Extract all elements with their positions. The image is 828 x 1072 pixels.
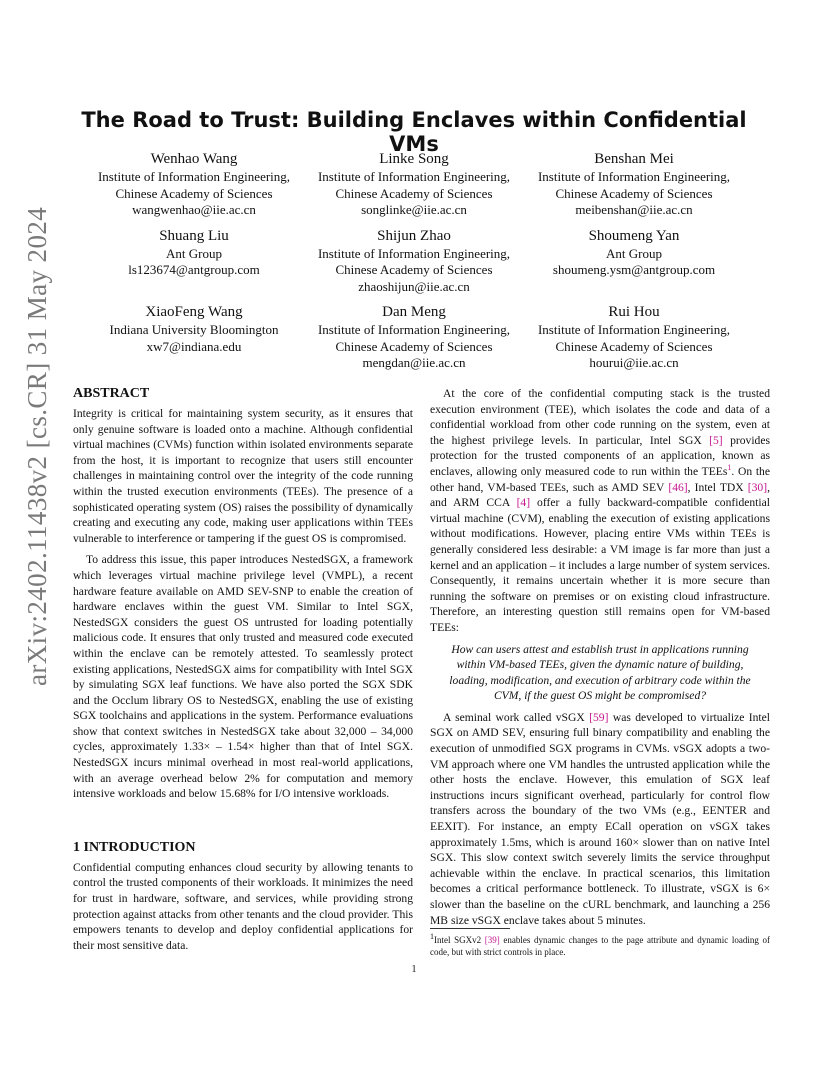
author-email: hourui@iie.ac.cn: [589, 355, 679, 370]
right-column: [430, 386, 770, 934]
right-paragraph-1: At the core of the confidential computing stack is the trusted execution environment (TEE), which isolates the code and data of a confidential workload from other code running on the system, even at the highest privilege levels. In particular, Intel SGX [5] provides protection for the trusted components of an application, known as enclaves, allowing only measured code to run within the TEEs$^1$. On the other hand, VM-based TEEs, such as AMD SEV [46], Intel TDX [30], and ARM CCA [4] offer a fully backward-compatible confidential virtual machine (CVM), enabling the execution of existing applications without modifications. However, placing entire VMs within TEEs is generally considered less desirable: a VM image is far more than just a kernel and an application – it includes a large number of system services. Consequently, it remains uncertain whether it is more secure than running the software on premises or on existing cloud infrastructure. Therefore, an interesting question still remains open for VM-based TEEs:: [430, 387, 771, 634]
author-aff1: Institute of Information Engineering,: [537, 169, 731, 184]
intro-paragraph-1: Confidential computing enhances cloud security by allowing tenants to control the trusted components of their workloads. It minimizes the need for trust in hardware, software, and services, while providing strong protection against attacks from other tenants and the cloud provider. This empowers tenants to develop and deploy confidential applications for their most sensitive data.: [73, 860, 413, 952]
author-name: Dan Meng: [382, 304, 446, 320]
footnote-marker[interactable]: 1: [727, 463, 732, 473]
author-name: Shoumeng Yan: [588, 227, 680, 244]
author-aff1: Institute of Information Engineering,: [537, 322, 731, 337]
author-email: songlinke@iie.ac.cn: [361, 202, 467, 217]
author-aff1: Ant Group: [166, 245, 222, 261]
author-aff1: Institute of Information Engineering,: [317, 245, 511, 261]
citation-link[interactable]: [5]: [709, 433, 723, 447]
author-aff1: Institute of Information Engineering,: [97, 169, 291, 184]
author-entry: [304, 227, 524, 296]
right-paragraph-2: A seminal work called vSGX [59] was developed to virtualize Intel SGX on AMD SEV, ensuring full binary compatibility and enabling the execution of unmodified SGX programs in CVMs. vSGX adopts a two-VM approach where one VM handles the untrusted application while the other hosts the enclave. However, this emulation of SGX leaf instructions incurs significant overhead, particularly for control flow transfers across the boundary of the two VMs (e.g., EENTER and EEXIT). For instance, an empty ECall operation on vSGX takes approximately 1.5ms, which is around 160× slower than on native Intel SGX. This slow context switch severely limits the service throughput achievable within the enclave. In practical scenarios, this limitation becomes a critical performance bottleneck. To illustrate, vSGX is 6× slower than the baseline on the cURL benchmark, and launching a 256 MB size vSGX enclave takes about 5 minutes.: [430, 710, 770, 927]
author-aff2: xw7@indiana.edu: [146, 338, 242, 354]
arxiv-identifier: arXiv:2402.11438v2 [cs.CR] 31 May 2024: [22, 206, 52, 686]
author-email: meibenshan@iie.ac.cn: [575, 202, 693, 217]
author-entry: [524, 150, 744, 219]
citation-link[interactable]: [46]: [668, 480, 688, 494]
author-name: Wenhao Wang: [150, 151, 238, 167]
author-entry: [84, 227, 304, 296]
page-number: 1: [411, 964, 417, 975]
author-entry: [84, 303, 304, 372]
research-question: How can users attest and establish trust in applications running within VM-based TEEs, given the dynamic nature of building, loading, modification, and execution of arbitrary code within the CVM, if the guest OS might be compromised?: [449, 642, 751, 703]
author-name: Benshan Mei: [594, 151, 674, 167]
author-email: zhaoshijun@iie.ac.cn: [358, 278, 470, 294]
author-entry: [304, 150, 524, 219]
author-entry: [524, 303, 744, 372]
author-aff2: shoumeng.ysm@antgroup.com: [552, 262, 716, 277]
author-aff2: Chinese Academy of Sciences: [335, 262, 493, 277]
author-email: mengdan@iie.ac.cn: [362, 355, 466, 370]
author-name: Linke Song: [379, 151, 449, 167]
author-aff1: Ant Group: [606, 245, 662, 261]
author-aff2: Chinese Academy of Sciences: [115, 185, 273, 201]
author-email: wangwenhao@iie.ac.cn: [132, 202, 256, 217]
author-aff1: Indiana University Bloomington: [109, 322, 279, 337]
author-name: Rui Hou: [608, 304, 660, 320]
citation-link[interactable]: [4]: [516, 496, 531, 510]
author-name: Shuang Liu: [159, 227, 229, 244]
author-entry: [84, 150, 304, 219]
author-name: Shijun Zhao: [377, 227, 451, 244]
author-entry: [524, 227, 744, 296]
author-aff2: Chinese Academy of Sciences: [555, 338, 713, 354]
paper-title: The Road to Trust: Building Enclaves within Confidential VMs: [81, 108, 747, 156]
abstract-heading: ABSTRACT: [73, 386, 150, 401]
author-aff1: Institute of Information Engineering,: [317, 322, 511, 337]
citation-link[interactable]: [30]: [747, 480, 768, 494]
author-aff2: ls123674@antgroup.com: [128, 262, 260, 277]
citation-link[interactable]: [59]: [589, 710, 609, 724]
citation-link[interactable]: [39]: [484, 935, 500, 945]
intro-heading: 1 INTRODUCTION: [73, 839, 196, 855]
author-name: XiaoFeng Wang: [145, 304, 243, 320]
left-column: [73, 386, 413, 959]
abstract-paragraph-2: To address this issue, this paper introduces NestedSGX, a framework which leverages virtual machine privilege level (VMPL), a recent hardware feature available on AMD SEV-SNP to enable the creation of hardware enclaves within the guest VM. Similar to Intel SGX, NestedSGX considers the guest OS untrusted for loading potentially malicious code. It ensures that only trusted and measured code executed within the enclave can be remotely attested. To seamlessly protect existing applications, NestedSGX aims for compatibility with Intel SGX by simulating SGX leaf functions. We have also ported the SGX SDK and the Occlum library OS to NestedSGX, enabling the use of existing SGX toolchains and applications in the system. Performance evaluations show that context switches in NestedSGX take about 32,000 – 34,000 cycles, approximately 1.33× – 1.54× higher than that of Intel SGX. NestedSGX incurs minimal overhead in most real-world applications, with an average overhead below 2% for computation and memory intensive workloads and below 15.68% for I/O intensive workloads.: [73, 553, 413, 801]
footnote: 1Intel SGXv2 [39] enables dynamic changes to the page attribute and dynamic loading of code, but with strict controls in place.: [430, 932, 770, 957]
abstract-paragraph-1: Integrity is critical for maintaining system security, as it ensures that only genuine software is loaded onto a machine. Although confidential virtual machines (CVMs) function within isolated environments separate from the host, it is important to recognize that users still encounter challenges in maintaining control over the integrity of the code running within the trusted execution environments (TEEs). The presence of a sophisticated operating system (OS) raises the possibility of dynamically creating and executing any code, making user applications within TEEs vulnerable to interference or tampering if the guest OS is compromised.: [73, 407, 413, 545]
author-aff2: Chinese Academy of Sciences: [335, 185, 493, 201]
author-aff1: Institute of Information Engineering,: [317, 169, 511, 184]
footnote-divider: [430, 928, 510, 929]
author-entry: [304, 303, 524, 372]
author-aff2: Chinese Academy of Sciences: [335, 338, 493, 354]
author-aff2: Chinese Academy of Sciences: [555, 185, 713, 201]
author-block: [84, 150, 744, 372]
